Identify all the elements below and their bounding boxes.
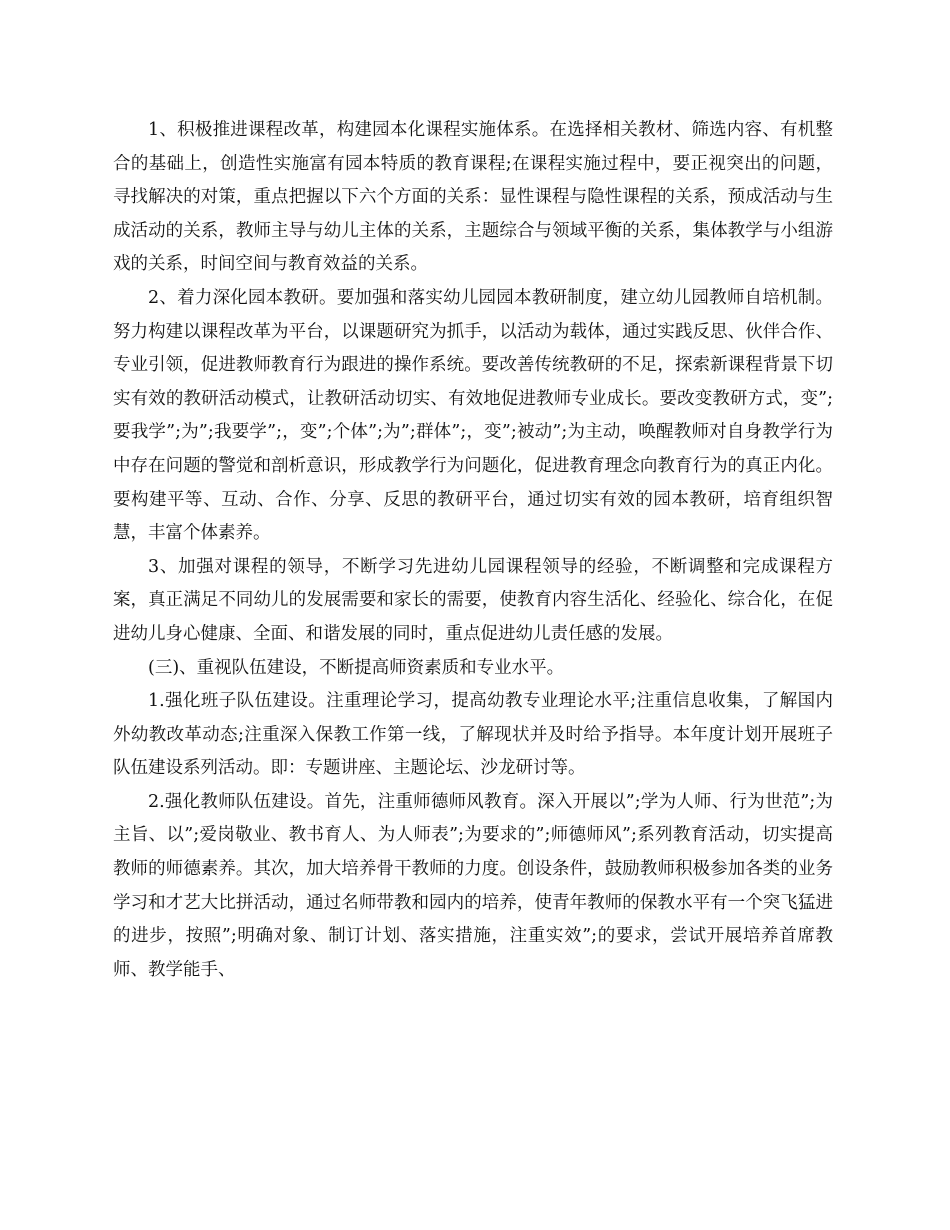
paragraph-school-based-research: 2、着力深化园本教研。要加强和落实幼儿园园本教研制度，建立幼儿园教师自培机制。努力构建以课程改革为平台，以课题研究为抓手，以活动为载体，通过实践反思、伙伴合作、专业引领，促进教师教育行为跟进的操作系统。要改善传统教研的不足，探索新课程背景下切实有效的教研活动模式，让教研活动切实、有效地促进教师专业成长。要改变教研方式，变”;要我学”;为”;我要学”;，变”;个体”;为”;群体”;，变”;被动”;为主动，唤醒教师对自身教学行为中存在问题的警觉和剖析意识，形成教学行为问题化，促进教育理念向教育行为的真正内化。要构建平等、互动、合作、分享、反思的教研平台，通过切实有效的园本教研，培育组织智慧，丰富个体素养。	[113, 287, 833, 544]
section-heading-team-building: (三)、重视队伍建设，不断提高师资素质和专业水平。	[148, 657, 565, 678]
document-body	[113, 114, 833, 987]
paragraph-curriculum-reform: 1、积极推进课程改革，构建园本化课程实施体系。在选择相关教材、筛选内容、有机整合的基础上，创造性实施富有园本特质的教育课程;在课程实施过程中，要正视突出的问题，寻找解决的对策，重点把握以下六个方面的关系：显性课程与隐性课程的关系，预成活动与生成活动的关系，教师主导与幼儿主体的关系，主题综合与领域平衡的关系，集体教学与小组游戏的关系，时间空间与教育效益的关系。	[113, 120, 833, 275]
paragraph-curriculum-leadership: 3、加强对课程的领导，不断学习先进幼儿园课程领导的经验，不断调整和完成课程方案，真正满足不同幼儿的发展需要和家长的需要，使教育内容生活化、经验化、综合化，在促进幼儿身心健康、全面、和谐发展的同时，重点促进幼儿责任感的发展。	[113, 556, 833, 644]
paragraph-leadership-team: 1.强化班子队伍建设。注重理论学习，提高幼教专业理论水平;注重信息收集，了解国内外幼教改革动态;注重深入保教工作第一线，了解现状并及时给予指导。本年度计划开展班子队伍建设系列活动。即：专题讲座、主题论坛、沙龙研讨等。	[113, 691, 833, 779]
paragraph-teacher-team: 2.强化教师队伍建设。首先，注重师德师风教育。深入开展以”;学为人师、行为世范”;为主旨、以”;爱岗敬业、教书育人、为人师表”;为要求的”;师德师风”;系列教育活动，切实提高教师的师德素养。其次，加大培养骨干教师的力度。创设条件，鼓励教师积极参加各类的业务学习和才艺大比拼活动，通过名师带教和园内的培养，使青年教师的保教水平有一个突飞猛进的进步，按照”;明确对象、制订计划、落实措施，注重实效”;的要求，尝试开展培养首席教师、教学能手、	[113, 791, 833, 980]
